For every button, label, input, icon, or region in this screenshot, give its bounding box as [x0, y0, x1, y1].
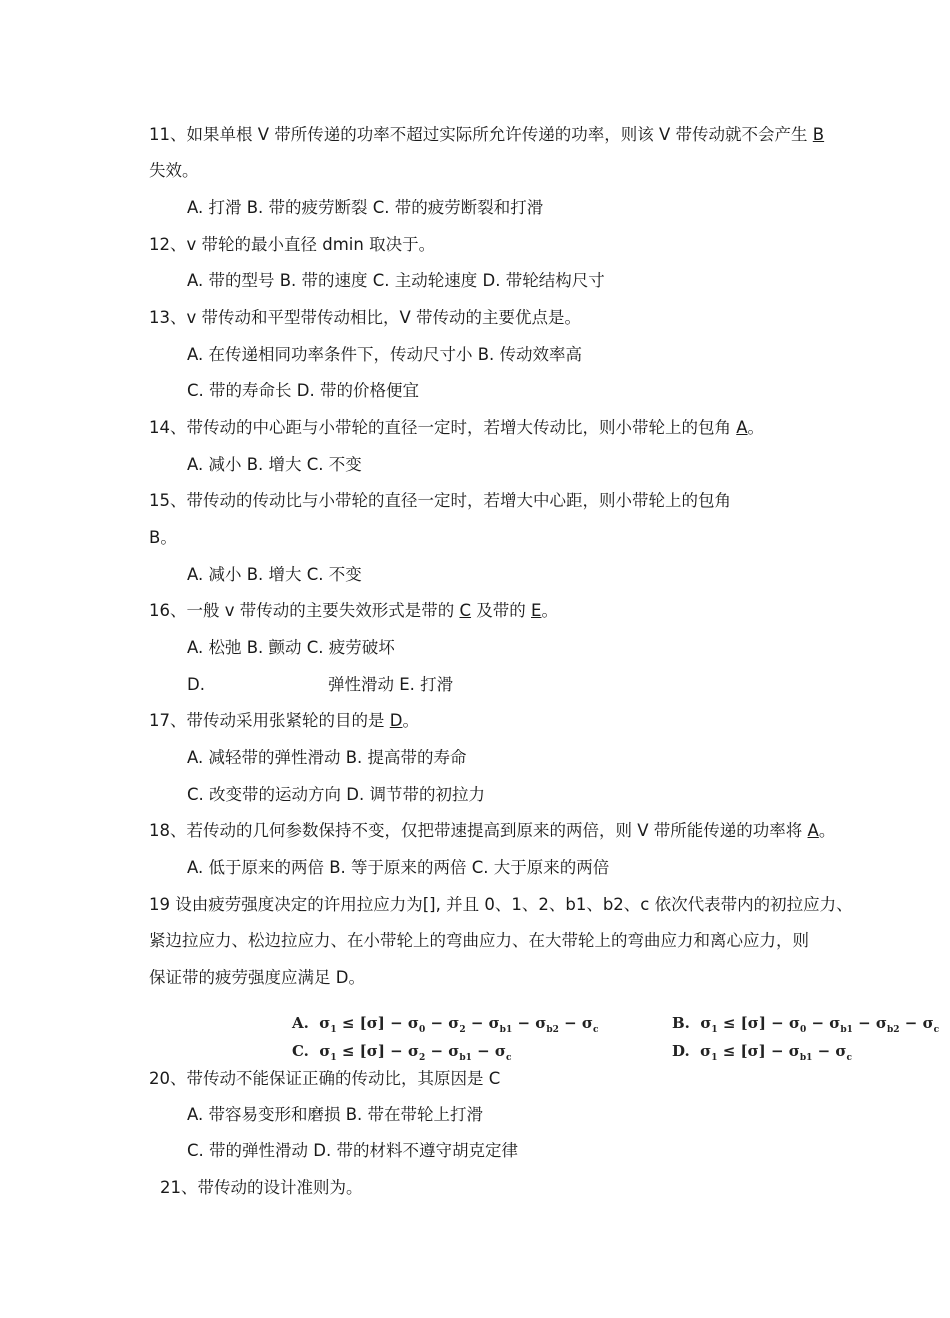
- question-20-options-1: A. 带容易变形和磨损 B. 带在带轮上打滑: [187, 1105, 484, 1124]
- question-11-answer: B: [812, 125, 825, 144]
- question-16-answer-2: E: [531, 601, 542, 620]
- question-19-line-2: 紧边拉应力、松边拉应力、在小带轮上的弯曲应力、在大带轮上的弯曲应力和离心应力，则: [149, 931, 809, 950]
- question-21: 21、带传动的设计准则为。: [160, 1178, 363, 1197]
- question-20: 20、带传动不能保证正确的传动比，其原因是 C: [149, 1069, 501, 1088]
- question-19-line-3: 保证带的疲劳强度应满足 D。: [149, 968, 365, 987]
- question-17: [149, 710, 419, 732]
- question-17-end: 。: [402, 711, 419, 730]
- question-13: 13、v 带传动和平型带传动相比，V 带传动的主要优点是。: [149, 308, 582, 327]
- formula-option-a: A. $\sigma_1 \le [\sigma] - \sigma_0 - \sigma_2 - \sigma_{b1} - \sigma_{b2} - \sigma_c$: [292, 1014, 599, 1035]
- question-11: [149, 124, 824, 146]
- question-17-text: 17、带传动采用张紧轮的目的是: [149, 711, 390, 730]
- question-14-answer: A: [736, 418, 748, 437]
- question-14-options: A. 减小 B. 增大 C. 不变: [187, 455, 362, 474]
- question-11-text: 11、如果单根 V 带所传递的功率不超过实际所允许传递的功率，则该 V 带传动就不会产生: [149, 125, 813, 144]
- question-12-options: A. 带的型号 B. 带的速度 C. 主动轮速度 D. 带轮结构尺寸: [187, 271, 605, 290]
- question-16-answer-1: C: [459, 601, 472, 620]
- question-12: 12、v 带轮的最小直径 dmin 取决于。: [149, 235, 436, 254]
- question-14: [149, 417, 764, 439]
- question-16-options-2-label: D.: [187, 675, 205, 694]
- question-18-end: 。: [818, 821, 836, 840]
- question-16-options-2-rest: 弹性滑动 E. 打滑: [328, 675, 454, 694]
- question-14-end: 。: [747, 418, 765, 437]
- question-17-options-2: C. 改变带的运动方向 D. 调节带的初拉力: [187, 785, 485, 804]
- question-19-line-1: 19 设由疲劳强度决定的许用拉应力为[], 并且 0、1、2、b1、b2、c 依次代表带内的初拉应力、: [149, 895, 853, 914]
- question-15-options: A. 减小 B. 增大 C. 不变: [187, 565, 362, 584]
- formula-option-d: D. $\sigma_1 \le [\sigma] - \sigma_{b1} - \sigma_c$: [672, 1042, 852, 1063]
- question-18-text: 18、若传动的几何参数保持不变，仅把带速提高到原来的两倍，则 V 带所能传递的功率将: [149, 821, 808, 840]
- question-17-answer: D: [389, 711, 403, 730]
- formula-option-c: C. $\sigma_1 \le [\sigma] - \sigma_2 - \sigma_{b1} - \sigma_c$: [292, 1042, 512, 1063]
- question-16-mid: 及带的: [471, 601, 532, 620]
- question-16: [149, 600, 558, 622]
- formula-option-b: B. $\sigma_1 \le [\sigma] - \sigma_0 - \sigma_{b1} - \sigma_{b2} - \sigma_c$: [672, 1014, 940, 1035]
- question-16-text: 16、一般 v 带传动的主要失效形式是带的: [149, 601, 460, 620]
- question-11-continuation: 失效。: [149, 161, 199, 180]
- question-13-options-2: C. 带的寿命长 D. 带的价格便宜: [187, 381, 419, 400]
- question-16-options-1: A. 松弛 B. 颤动 C. 疲劳破坏: [187, 638, 395, 657]
- question-16-end: 。: [541, 601, 558, 620]
- question-13-options-1: A. 在传递相同功率条件下，传动尺寸小 B. 传动效率高: [187, 345, 583, 364]
- question-11-options: A. 打滑 B. 带的疲劳断裂 C. 带的疲劳断裂和打滑: [187, 198, 544, 217]
- question-18: [149, 820, 835, 842]
- question-14-text: 14、带传动的中心距与小带轮的直径一定时，若增大传动比，则小带轮上的包角: [149, 418, 737, 437]
- question-20-options-2: C. 带的弹性滑动 D. 带的材料不遵守胡克定律: [187, 1141, 518, 1160]
- question-15: 15、带传动的传动比与小带轮的直径一定时，若增大中心距，则小带轮上的包角: [149, 491, 731, 510]
- question-18-options: A. 低于原来的两倍 B. 等于原来的两倍 C. 大于原来的两倍: [187, 858, 610, 877]
- question-18-answer: A: [807, 821, 819, 840]
- question-15-continuation: B。: [149, 528, 177, 547]
- question-17-options-1: A. 减轻带的弹性滑动 B. 提高带的寿命: [187, 748, 467, 767]
